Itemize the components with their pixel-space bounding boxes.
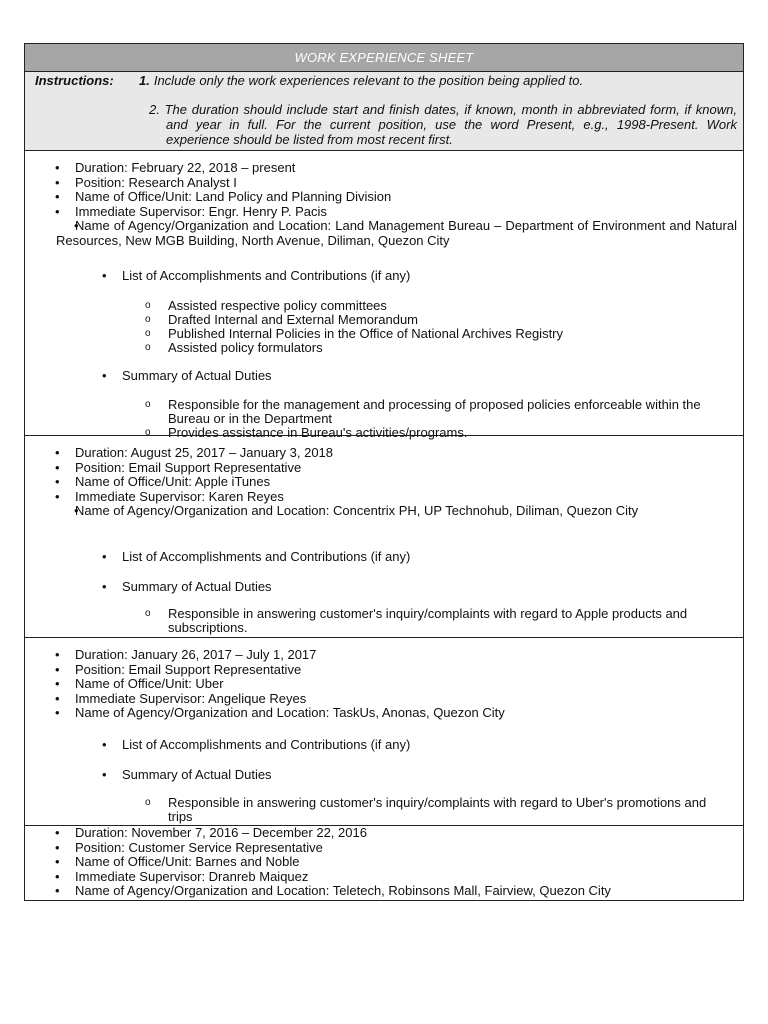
duties-list (168, 607, 729, 635)
duties-heading: • Summary of Actual Duties (122, 369, 737, 384)
office-unit: • Name of Office/Unit: Barnes and Noble (75, 855, 737, 870)
duties-list (168, 398, 729, 440)
instruction-item-2: 2. The duration should include start and finish dates, if known, month in abbreviated form, if known, and year in full. For the current position, use the word Present, e.g., 1998-Present. Work experience should be listed from most recent first. (149, 102, 737, 147)
accomplishments-heading: • List of Accomplishments and Contributions (if any) (122, 738, 737, 753)
agency-location: • Name of Agency/Organization and Location: Land Management Bureau – Department of Environment and Natural Resources, New MGB Building, North Avenue, Diliman, Quezon City (56, 219, 737, 248)
duty-item: o Responsible in answering customer's inquiry/complaints with regard to Uber's promotions and trips (168, 796, 729, 824)
accomplishments-heading: • List of Accomplishments and Contributions (if any) (122, 269, 737, 284)
agency-location: • Name of Agency/Organization and Location: TaskUs, Anonas, Quezon City (75, 706, 737, 721)
position: • Position: Research Analyst I (75, 176, 737, 191)
position: • Position: Customer Service Representative (75, 841, 737, 856)
office-unit: • Name of Office/Unit: Land Policy and Planning Division (75, 190, 737, 205)
duration: • Duration: November 7, 2016 – December 22, 2016 (75, 826, 737, 841)
experience-entry (25, 151, 743, 440)
immediate-supervisor: • Immediate Supervisor: Dranreb Maiquez (75, 870, 737, 885)
immediate-supervisor: • Immediate Supervisor: Angelique Reyes (75, 692, 737, 707)
duration: • Duration: February 22, 2018 – present (75, 161, 737, 176)
accomplishment-item: o Assisted policy formulators (168, 341, 729, 355)
experience-entry (25, 826, 743, 901)
position: • Position: Email Support Representative (75, 461, 737, 476)
entry-details (75, 826, 737, 899)
experience-entry (25, 638, 743, 826)
agency-location: • Name of Agency/Organization and Location: Concentrix PH, UP Technohub, Diliman, Quezon City (56, 504, 737, 519)
entry-details (56, 160, 737, 249)
duration: • Duration: August 25, 2017 – January 3, 2018 (75, 446, 737, 461)
accomplishments-heading: • List of Accomplishments and Contributions (if any) (122, 550, 737, 565)
instruction-item-1 (139, 73, 583, 88)
duty-item: o Provides assistance in Bureau's activities/programs. (168, 426, 729, 440)
instruction-item-1-text: Include only the work experiences relevant to the position being applied to. (153, 73, 584, 88)
duties-heading: • Summary of Actual Duties (122, 580, 737, 595)
duration: • Duration: January 26, 2017 – July 1, 2017 (75, 648, 737, 663)
instructions-label: Instructions: (35, 73, 114, 88)
instruction-item-1-number: 1. (139, 73, 150, 88)
accomplishment-item: o Drafted Internal and External Memorandum (168, 313, 729, 327)
office-unit: • Name of Office/Unit: Apple iTunes (75, 475, 737, 490)
sheet-title: WORK EXPERIENCE SHEET (25, 44, 743, 72)
position: • Position: Email Support Representative (75, 663, 737, 678)
agency-location: • Name of Agency/Organization and Location: Teletech, Robinsons Mall, Fairview, Quezon City (75, 884, 737, 899)
accomplishment-item: o Assisted respective policy committees (168, 299, 729, 313)
entry-details (75, 446, 737, 519)
accomplishment-item: o Published Internal Policies in the Office of National Archives Registry (168, 327, 729, 341)
instructions-block (25, 72, 743, 151)
work-experience-sheet (24, 43, 744, 901)
duties-heading: • Summary of Actual Duties (122, 768, 737, 783)
duty-item: o Responsible in answering customer's inquiry/complaints with regard to Apple products and subscriptions. (168, 607, 729, 635)
accomplishments-list (168, 299, 729, 355)
immediate-supervisor: • Immediate Supervisor: Karen Reyes (75, 490, 737, 505)
duty-item: o Responsible for the management and processing of proposed policies enforceable within the Bureau or in the Department (168, 398, 729, 426)
entry-details (75, 648, 737, 721)
experience-entry (25, 436, 743, 638)
immediate-supervisor: • Immediate Supervisor: Engr. Henry P. Pacis (75, 205, 737, 220)
office-unit: • Name of Office/Unit: Uber (75, 677, 737, 692)
duties-list (168, 796, 729, 824)
